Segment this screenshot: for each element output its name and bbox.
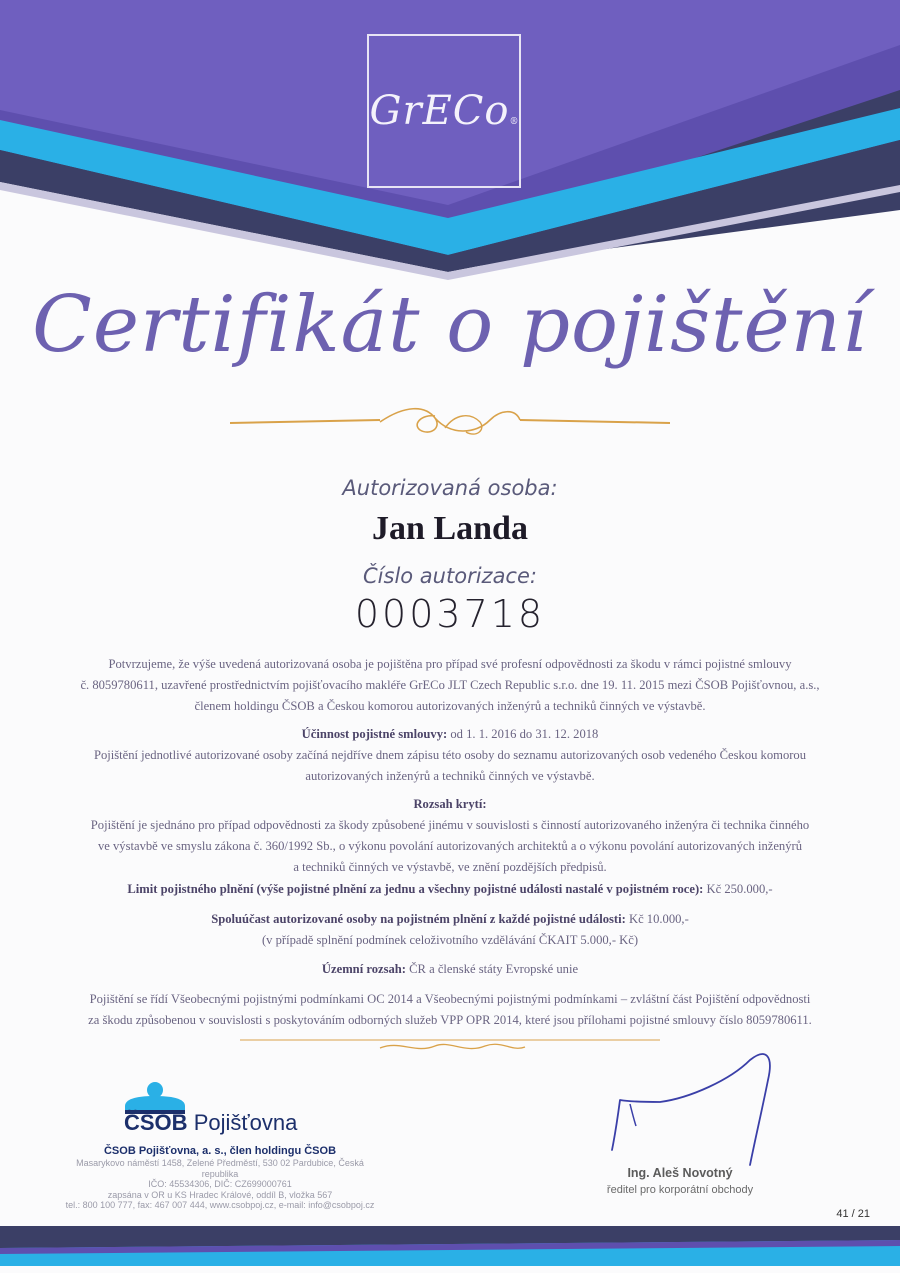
deductible-value: Kč 10.000,- <box>628 912 689 926</box>
territory-value: ČR a členské státy Evropské unie <box>409 962 579 976</box>
csob-contact: tel.: 800 100 777, fax: 467 007 444, www.csobpoj.cz, e-mail: info@csobpoj.cz <box>65 1200 375 1210</box>
validity-line <box>40 724 860 745</box>
intro-line-1: Potvrzujeme, že výše uvedená autorizovaná osoba je pojištěna pro případ své profesní odpovědnosti za škodu v rámci pojistné smlouvy <box>108 657 792 671</box>
csob-brand-rest: Pojišťovna <box>193 1110 298 1135</box>
authorization-number-label: Číslo autorizace: <box>363 564 537 588</box>
validity-section <box>40 724 860 787</box>
scope-label: Rozsah krytí: <box>413 797 487 811</box>
intro-line-2: č. 8059780611, uzavřené prostřednictvím pojišťovacího makléře GrECo JLT Czech Republic s.r.o. dne 19. 11. 2015 mezi ČSOB Pojišťovnou, a.s., <box>80 678 820 692</box>
intro-line-3: členem holdingu ČSOB a Českou komorou autorizovaných inženýrů a techniků činných ve výstavbě. <box>194 699 706 713</box>
terms-text-2: za škodu způsobenou v souvislosti s poskytováním odborných služeb VPP OPR 2014, které jsou přílohami pojistné smlouvy číslo 8059780611. <box>88 1013 812 1027</box>
limit-section <box>40 879 860 900</box>
authorized-person-label: Autorizovaná osoba: <box>342 476 558 500</box>
terms-section <box>40 989 860 1031</box>
validity-text-2: autorizovaných inženýrů a techniků činných ve výstavbě. <box>305 769 595 783</box>
deductible-note: (v případě splnění podmínek celoživotního vzdělávání ČKAIT 5.000,- Kč) <box>261 933 639 947</box>
validity-value: od 1. 1. 2016 do 31. 12. 2018 <box>450 727 599 741</box>
signatory-name: Ing. Aleš Novotný <box>627 1166 733 1180</box>
signatory-role: ředitel pro korporátní obchody <box>606 1184 754 1196</box>
scope-text-1: Pojištění je sjednáno pro případ odpovědnosti za škody způsobené jinému v souvislosti s činností autorizovaného inženýra či technika činného <box>90 818 810 832</box>
csob-ids: IČO: 45534306, DIČ: CZ699000761 <box>148 1179 292 1189</box>
csob-registry: zapsána v OR u KS Hradec Králové, oddíl B, vložka 567 <box>107 1189 333 1200</box>
validity-label: Účinnost pojistné smlouvy: <box>301 727 448 741</box>
deductible-section <box>40 909 860 951</box>
greco-logo-text: GrECo <box>369 88 510 134</box>
terms-text-1: Pojištění se řídí Všeobecnými pojistnými podmínkami OC 2014 a Všeobecnými pojistnými podmínkami – zvláštní část Pojištění odpovědnosti <box>89 992 811 1006</box>
validity-text-1: Pojištění jednotlivé autorizované osoby začíná nejdříve dnem zápisu této osoby do seznamu autorizovaných osob vedeného Českou komorou <box>93 748 807 762</box>
footer-band <box>0 1226 900 1266</box>
authorization-number: 0003718 <box>354 592 546 636</box>
greco-logo <box>367 34 521 188</box>
csob-company-name: ČSOB Pojišťovna, a. s., člen holdingu ČSOB <box>103 1145 337 1157</box>
page-number: 41 / 21 <box>836 1208 870 1220</box>
territory-label: Územní rozsah: <box>321 962 406 976</box>
deductible-label: Spoluúčast autorizované osoby na pojistném plnění z každé pojistné události: <box>211 912 626 926</box>
gold-ornament-divider <box>230 400 670 446</box>
intro-paragraph <box>40 654 860 717</box>
scope-text-2: ve výstavbě ve smyslu zákona č. 360/1992 Sb., o výkonu povolání autorizovaných architektů a o výkonu povolání autorizovaných inženýrů <box>97 839 803 853</box>
scope-text-3: a techniků činných ve výstavbě, ve znění pozdějších předpisů. <box>293 860 607 874</box>
certificate-title: Certifikát o pojištění <box>32 280 868 370</box>
scope-section <box>40 794 860 878</box>
csob-brand <box>124 1110 297 1136</box>
registered-mark: ® <box>509 117 519 127</box>
limit-label: Limit pojistného plnění (výše pojistné plnění za jednu a všechny pojistné události nastalé v pojistném roce): <box>127 882 704 896</box>
territory-section <box>40 959 860 980</box>
authorized-person-name: Jan Landa <box>372 510 528 547</box>
limit-value: Kč 250.000,- <box>706 882 773 896</box>
csob-address: Masarykovo náměstí 1458, Zelené Předměstí, 530 02 Pardubice, Česká republika <box>76 1158 364 1179</box>
csob-company-info <box>60 1144 380 1211</box>
csob-brand-bold: ČSOB <box>124 1110 188 1135</box>
